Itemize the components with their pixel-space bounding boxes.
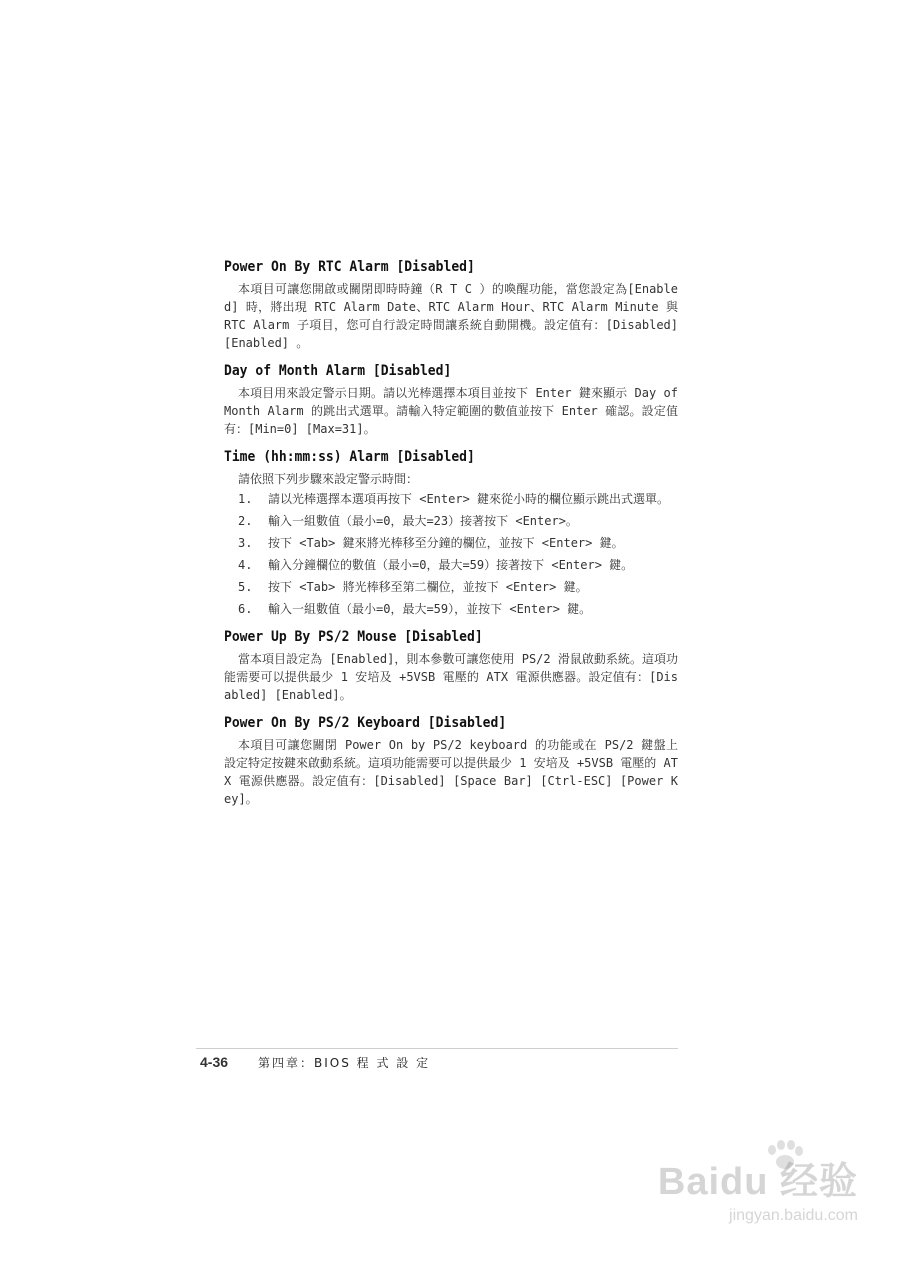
- step-text: 輸入一組數值（最小=0，最大=23）接著按下 <Enter>。: [268, 514, 578, 528]
- list-item: [238, 490, 678, 508]
- section-heading: Power Up By PS/2 Mouse [Disabled]: [224, 629, 483, 645]
- step-text: 輸入一組數值（最小=0，最大=59），並按下 <Enter> 鍵。: [268, 602, 592, 616]
- section-intro: 請依照下列步驟來設定警示時間：: [238, 472, 419, 486]
- section-heading: Power On By RTC Alarm [Disabled]: [224, 259, 475, 275]
- section-body: 本項目可讓您關閉 Power On by PS/2 keyboard 的功能或在 PS/2 鍵盤上設定特定按鍵來啟動系統。這項功能需要可以提供最少 1 安培及 +5VSB 電壓的 ATX 電源供應器。設定值有：[Disabled] [Space Bar] [Ctrl-ESC] [Power Key]。: [224, 738, 678, 806]
- section-body: 本項目可讓您開啟或關閉即時時鐘（R T C ）的喚醒功能，當您設定為[Enabled] 時，將出現 RTC Alarm Date、RTC Alarm Hour、RTC Alarm Minute 與 RTC Alarm 子項目，您可自行設定時間讓系統自動開機。設定值有：[Disabled] [Enabled] 。: [224, 282, 678, 350]
- watermark: [658, 1150, 858, 1225]
- section-body: 本項目用來設定警示日期。請以光棒選擇本項目並按下 Enter 鍵來顯示 Day of Month Alarm 的跳出式選單。請輸入特定範圍的數值並按下 Enter 確認。設定值有：[Min=0] [Max=31]。: [224, 386, 678, 436]
- step-number: 5.: [238, 580, 253, 594]
- footer-divider: [196, 1048, 678, 1049]
- section-time-alarm: [224, 448, 678, 618]
- list-item: [238, 578, 678, 596]
- section-ps2-keyboard: [224, 714, 678, 808]
- page-footer: [200, 1054, 430, 1071]
- step-text: 按下 <Tab> 將光棒移至第二欄位，並按下 <Enter> 鍵。: [268, 580, 588, 594]
- section-rtc-alarm: [224, 258, 678, 352]
- list-item: [238, 556, 678, 574]
- step-number: 3.: [238, 536, 253, 550]
- watermark-url: jingyan.baidu.com: [729, 1207, 858, 1224]
- step-number: 2.: [238, 514, 253, 528]
- list-item: [238, 600, 678, 618]
- step-number: 1.: [238, 492, 253, 506]
- page-content: [224, 258, 678, 818]
- step-text: 按下 <Tab> 鍵來將光棒移至分鐘的欄位，並按下 <Enter> 鍵。: [268, 536, 624, 550]
- step-text: 輸入分鐘欄位的數值（最小=0，最大=59）接著按下 <Enter> 鍵。: [268, 558, 634, 572]
- list-item: [238, 534, 678, 552]
- step-number: 6.: [238, 602, 253, 616]
- section-day-of-month-alarm: [224, 362, 678, 438]
- section-heading: Day of Month Alarm [Disabled]: [224, 363, 452, 379]
- section-body: 當本項目設定為 [Enabled]，則本參數可讓您使用 PS/2 滑鼠啟動系統。這項功能需要可以提供最少 1 安培及 +5VSB 電壓的 ATX 電源供應器。設定值有：[Disabled] [Enabled]。: [224, 652, 678, 702]
- chapter-title: 第四章：BIOS 程 式 設 定: [258, 1056, 431, 1070]
- section-ps2-mouse: [224, 628, 678, 704]
- section-heading: Power On By PS/2 Keyboard [Disabled]: [224, 715, 507, 731]
- step-number: 4.: [238, 558, 253, 572]
- list-item: [238, 512, 678, 530]
- step-text: 請以光棒選擇本選項再按下 <Enter> 鍵來從小時的欄位顯示跳出式選單。: [268, 492, 670, 506]
- section-heading: Time (hh:mm:ss) Alarm [Disabled]: [224, 449, 475, 465]
- watermark-logo: Baidu 经验: [657, 1161, 858, 1203]
- steps-list: [238, 490, 678, 618]
- page-number: 4-36: [200, 1054, 229, 1070]
